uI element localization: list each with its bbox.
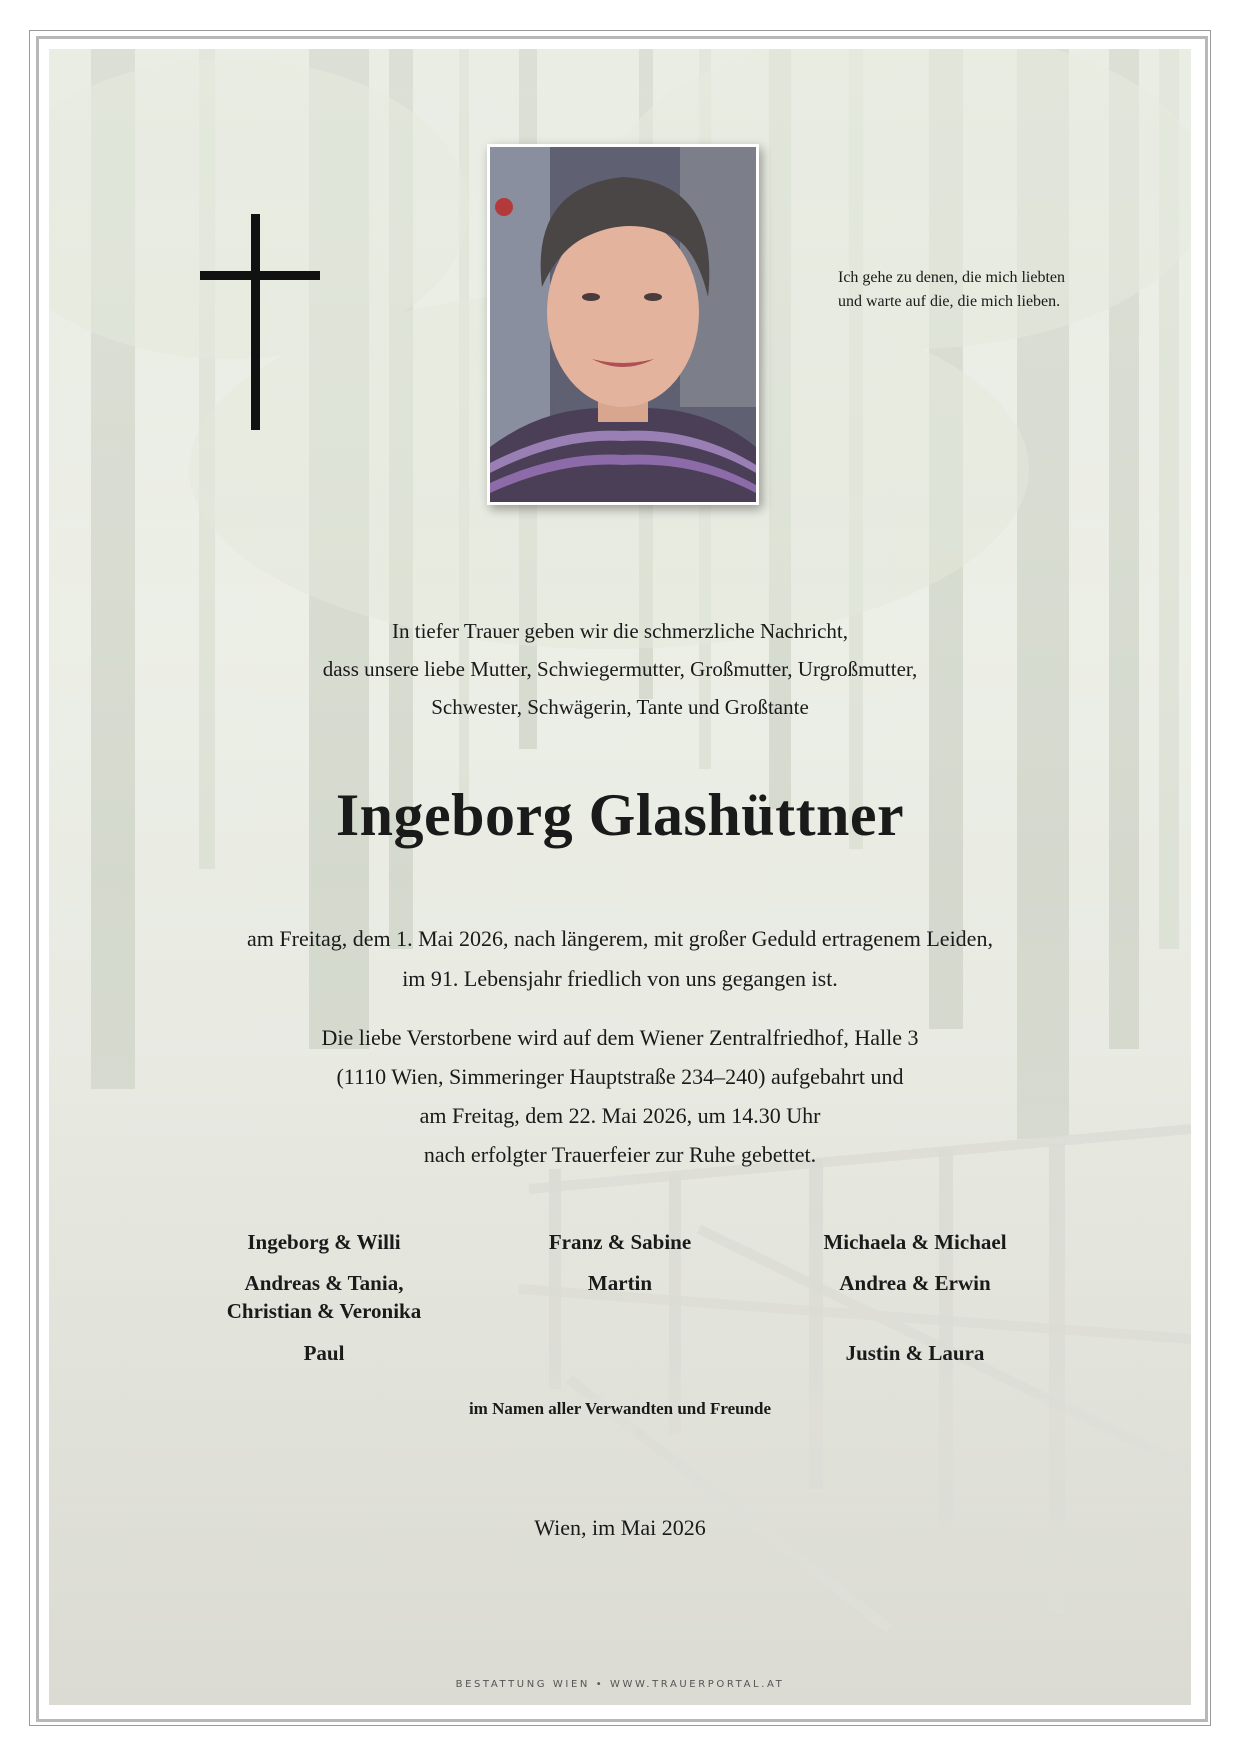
mourner-name: Justin & Laura <box>845 1341 985 1365</box>
intro-line: In tiefer Trauer geben wir die schmerzliche Nachricht, <box>392 619 848 643</box>
mourner-name: Martin <box>587 1271 653 1295</box>
footer-credit: BESTATTUNG WIEN • WWW.TRAUERPORTAL.AT <box>455 1679 785 1690</box>
mourner-name-line: Christian & Veronika <box>226 1299 422 1323</box>
announcement-intro <box>120 612 1120 726</box>
relatives-note: im Namen aller Verwandten und Freunde <box>468 1399 772 1418</box>
mourner-name: Franz & Sabine <box>548 1230 692 1254</box>
death-line: im 91. Lebensjahr friedlich von uns gegangen ist. <box>402 966 838 991</box>
burial-details <box>120 1018 1120 1174</box>
portrait-photo <box>487 144 759 505</box>
quote-line: Ich gehe zu denen, die mich liebten <box>838 269 1066 286</box>
intro-line: dass unsere liebe Mutter, Schwiegermutter, Großmutter, Urgroßmutter, <box>322 657 918 681</box>
memorial-quote <box>838 266 1138 314</box>
mourner-name: Andrea & Erwin <box>839 1271 991 1295</box>
mourner-name: Ingeborg & Willi <box>247 1230 401 1254</box>
burial-line: Die liebe Verstorbene wird auf dem Wiener Zentralfriedhof, Halle 3 <box>321 1025 919 1050</box>
death-notice <box>120 919 1120 999</box>
mourner-name <box>174 1269 474 1325</box>
cross-icon <box>200 214 320 430</box>
deceased-name: Ingeborg Glashüttner <box>335 782 905 848</box>
quote-line: und warte auf die, die mich lieben. <box>838 293 1061 310</box>
burial-line: (1110 Wien, Simmeringer Hauptstraße 234–240) aufgebahrt und <box>336 1064 904 1089</box>
mourner-name-line: Andreas & Tania, <box>244 1271 404 1295</box>
burial-line: nach erfolgter Trauerfeier zur Ruhe gebettet. <box>423 1142 817 1167</box>
death-line: am Freitag, dem 1. Mai 2026, nach längerem, mit großer Geduld ertragenem Leiden, <box>247 926 993 951</box>
place-date: Wien, im Mai 2026 <box>534 1515 706 1540</box>
mourner-name: Michaela & Michael <box>823 1230 1007 1254</box>
intro-line: Schwester, Schwägerin, Tante und Großtante <box>431 695 809 719</box>
burial-line: am Freitag, dem 22. Mai 2026, um 14.30 Uhr <box>419 1103 821 1128</box>
mourner-name: Paul <box>303 1341 345 1365</box>
